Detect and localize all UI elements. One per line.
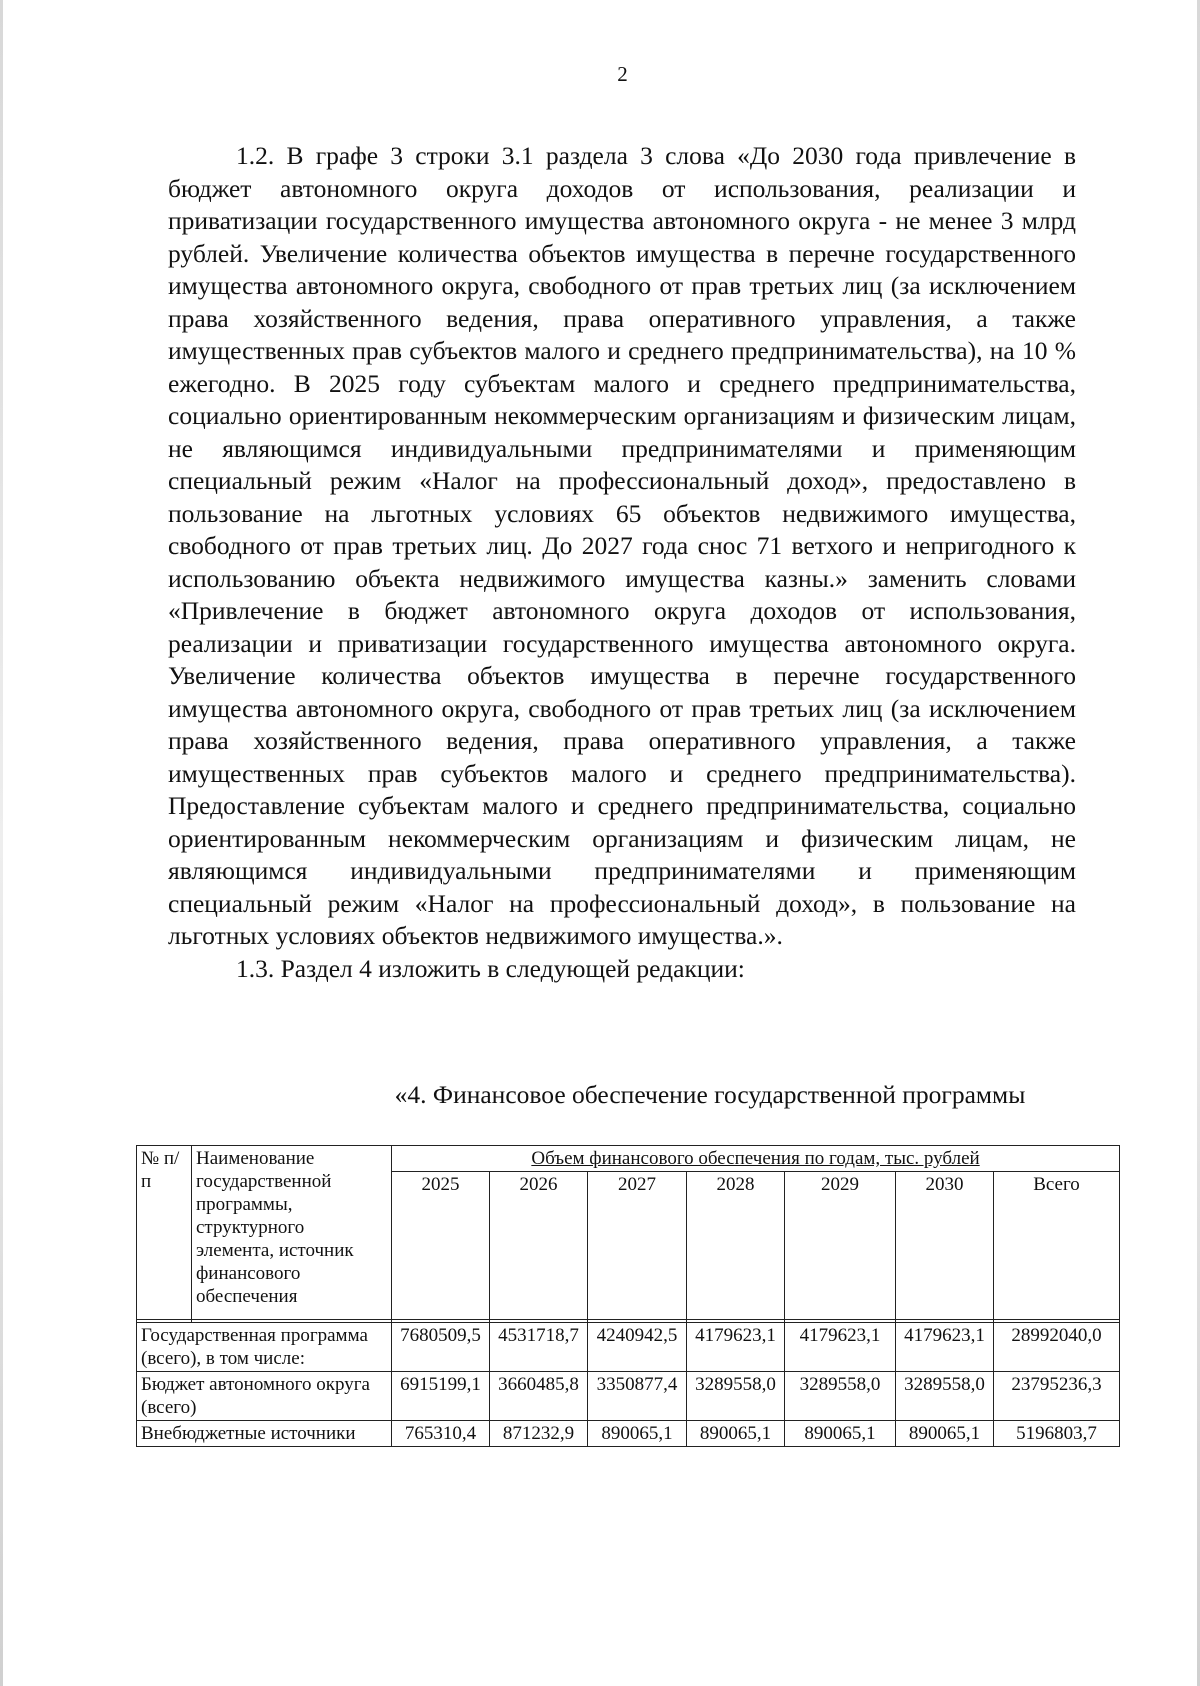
table-row	[137, 1323, 1120, 1372]
header-year: 2025	[392, 1172, 490, 1320]
header-num-col: № п/п	[137, 1146, 192, 1320]
row-total: 28992040,0	[994, 1323, 1120, 1372]
row-value: 3350877,4	[588, 1372, 687, 1421]
table-row	[137, 1372, 1120, 1421]
header-year: 2027	[588, 1172, 687, 1320]
row-total: 5196803,7	[994, 1421, 1120, 1447]
row-value: 3289558,0	[687, 1372, 785, 1421]
row-value: 3289558,0	[896, 1372, 994, 1421]
header-total: Всего	[994, 1172, 1120, 1320]
row-value: 3660485,8	[490, 1372, 588, 1421]
row-name: Государственная программа (всего), в том числе:	[137, 1323, 392, 1372]
row-value: 4531718,7	[490, 1323, 588, 1372]
table-header-row	[137, 1146, 1120, 1172]
header-group-title: Объем финансового обеспечения по годам, тыс. рублей	[392, 1146, 1120, 1172]
row-value: 890065,1	[687, 1421, 785, 1447]
header-year: 2028	[687, 1172, 785, 1320]
page-number: 2	[617, 62, 628, 86]
row-value: 4240942,5	[588, 1323, 687, 1372]
row-name: Бюджет автономного округа (всего)	[137, 1372, 392, 1421]
row-value: 890065,1	[785, 1421, 896, 1447]
row-value: 871232,9	[490, 1421, 588, 1447]
row-total: 23795236,3	[994, 1372, 1120, 1421]
header-year: 2030	[896, 1172, 994, 1320]
row-value: 765310,4	[392, 1421, 490, 1447]
header-year: 2026	[490, 1172, 588, 1320]
row-value: 890065,1	[588, 1421, 687, 1447]
section-title: «4. Финансовое обеспечение государственной программы	[394, 1080, 1026, 1109]
paragraph-1-2: 1.2. В графе 3 строки 3.1 раздела 3 слова «До 2030 года привлечение в бюджет автономного округа доходов от использования, реализации и приватизации государственного имущества автономного округа - не менее 3 млрд рублей. Увеличение количества объектов имущества в перечне государственного имущества автономного округа, свободного от прав третьих лиц (за исключением права хозяйственного ведения, права оперативного управления, а также имущественных прав субъектов малого и среднего предпринимательства), на 10 % ежегодно. В 2025 году субъектам малого и среднего предпринимательства, социально ориентированным некоммерческим организациям и физическим лицам, не являющимся индивидуальными предпринимателями и применяющим специальный режим «Налог на профессиональный доход», предоставлено в пользование на льготных условиях 65 объектов недвижимого имущества, свободного от прав третьих лиц. До 2027 года снос 71 ветхого и непригодного к использованию объекта недвижимого имущества казны.» заменить словами «Привлечение в бюджет автономного округа доходов от использования, реализации и приватизации государственного имущества автономного округа. Увеличение количества объектов имущества в перечне государственного имущества автономного округа, свободного от прав третьих лиц (за исключением права хозяйственного ведения, права оперативного управления, а также имущественных прав субъектов малого и среднего предпринимательства). Предоставление субъектам малого и среднего предпринимательства, социально ориентированным некоммерческим организациям и физическим лицам, не являющимся индивидуальными предпринимателями и применяющим специальный режим «Налог на профессиональный доход», в пользование на льготных условиях объектов недвижимого имущества.».	[168, 141, 1076, 950]
row-value: 3289558,0	[785, 1372, 896, 1421]
row-name: Внебюджетные источники	[137, 1421, 392, 1447]
row-value: 4179623,1	[687, 1323, 785, 1372]
scan-left-edge	[0, 0, 3, 1686]
header-name-col: Наименование государственной программы, структурного элемента, источник финансового обеспечения	[192, 1146, 392, 1320]
row-value: 6915199,1	[392, 1372, 490, 1421]
row-value: 4179623,1	[785, 1323, 896, 1372]
row-value: 4179623,1	[896, 1323, 994, 1372]
row-value: 7680509,5	[392, 1323, 490, 1372]
financing-table	[136, 1145, 1120, 1447]
header-year: 2029	[785, 1172, 896, 1320]
table-row	[137, 1421, 1120, 1447]
paragraph-1-3: 1.3. Раздел 4 изложить в следующей редакции:	[236, 953, 745, 983]
row-value: 890065,1	[896, 1421, 994, 1447]
body-text	[168, 140, 1076, 985]
